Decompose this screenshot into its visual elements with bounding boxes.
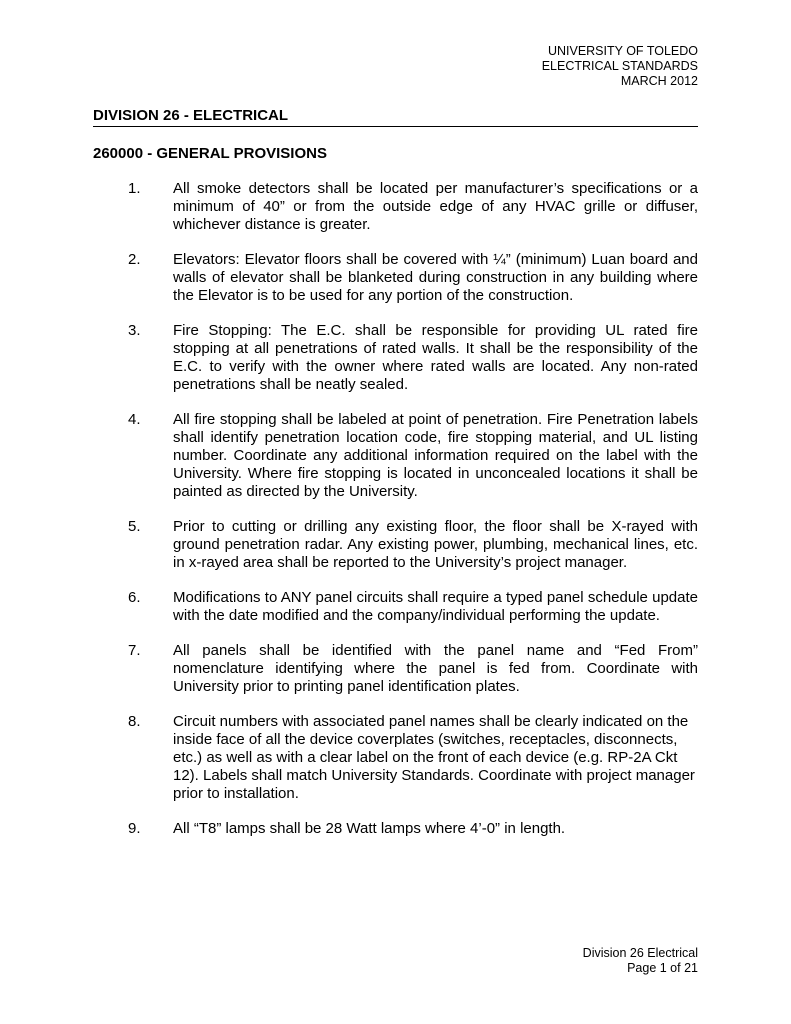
list-item [128, 589, 698, 625]
item-number: 5. [128, 518, 141, 535]
item-text: All panels shall be identified with the panel name and “Fed From” nomenclature identifying where the panel is fed from. Coordinate with University prior to printing panel identification plates. [173, 642, 698, 695]
item-number: 4. [128, 411, 141, 428]
list-item [128, 180, 698, 234]
list-item [128, 322, 698, 394]
item-text: Modifications to ANY panel circuits shall require a typed panel schedule update with the date modified and the company/individual performing the update. [173, 589, 698, 624]
item-text: All smoke detectors shall be located per manufacturer’s specifications or a minimum of 40” or from the outside edge of any HVAC grille or diffuser, whichever distance is greater. [173, 180, 698, 233]
page-footer [583, 946, 698, 976]
item-number: 9. [128, 820, 141, 837]
section-title: 260000 - GENERAL PROVISIONS [93, 145, 327, 162]
header-document-title: ELECTRICAL STANDARDS [541, 59, 698, 73]
item-number: 3. [128, 322, 141, 339]
list-item [128, 642, 698, 696]
item-number: 8. [128, 713, 141, 730]
item-number: 1. [128, 180, 141, 197]
item-text: Fire Stopping: The E.C. shall be responsible for providing UL rated fire stopping at all penetrations of rated walls. It shall be the responsibility of the E.C. to verify with the owner where rated walls are located. Any non-rated penetrations shall be neatly sealed. [173, 322, 698, 393]
item-text: Elevators: Elevator floors shall be covered with ¼” (minimum) Luan board and walls of elevator shall be blanketed during construction in any building where the Elevator is to be used for any portion of the construction. [173, 251, 698, 304]
footer-page-number: Page 1 of 21 [627, 961, 698, 975]
item-text: Circuit numbers with associated panel names shall be clearly indicated on the inside face of all the device coverplates (switches, receptacles, disconnects, etc.) as well as with a clear label on the front of each device (e.g. RP-2A Ckt 12). Labels shall match University Standards. Coordinate with project manager prior to installation. [173, 713, 695, 802]
footer-division-label: Division 26 Electrical [582, 946, 698, 960]
item-text: All fire stopping shall be labeled at point of penetration. Fire Penetration labels shall identify penetration location code, fire stopping material, and UL listing number. Coordinate any additional information required on the label with the University. Where fire stopping is located in unconcealed locations it shall be painted as directed by the University. [173, 411, 698, 500]
item-text: All “T8” lamps shall be 28 Watt lamps where 4’-0” in length. [173, 820, 566, 837]
list-item [128, 251, 698, 305]
item-number: 2. [128, 251, 141, 268]
list-item [128, 411, 698, 501]
item-text: Prior to cutting or drilling any existing floor, the floor shall be X-rayed with ground penetration radar. Any existing power, plumbing, mechanical lines, etc. in x-rayed area shall be reported to the University’s project manager. [173, 518, 698, 571]
provisions-list [128, 180, 698, 855]
header-date: MARCH 2012 [620, 74, 698, 88]
list-item [128, 713, 698, 803]
list-item [128, 820, 698, 838]
item-number: 6. [128, 589, 141, 606]
list-item [128, 518, 698, 572]
page-header [542, 44, 698, 89]
division-title: DIVISION 26 - ELECTRICAL [93, 107, 698, 127]
item-number: 7. [128, 642, 141, 659]
header-institution: UNIVERSITY OF TOLEDO [547, 44, 698, 58]
